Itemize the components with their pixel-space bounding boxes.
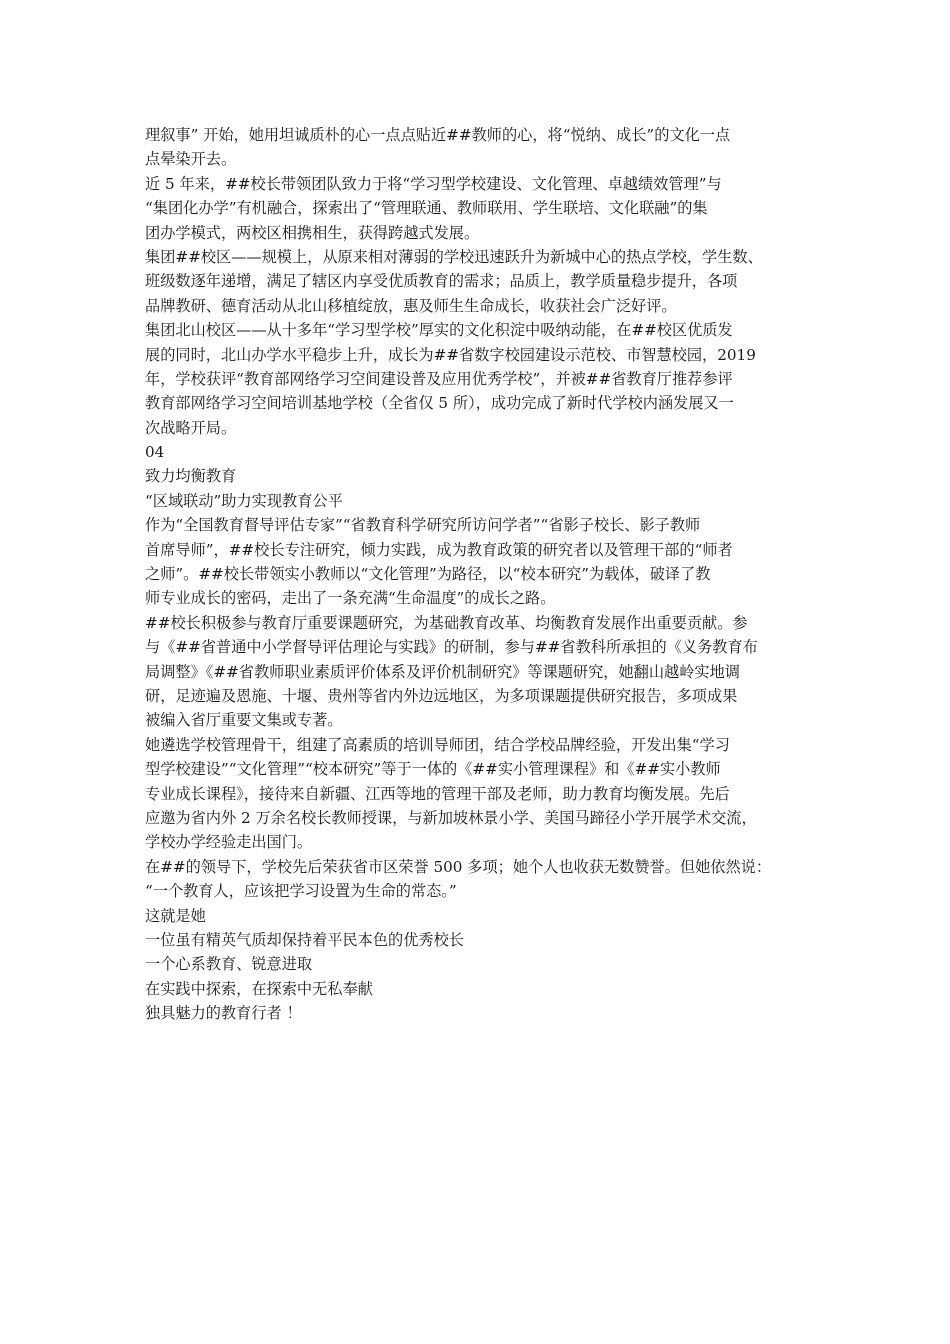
section-number: 04 <box>145 443 165 462</box>
text-line: 她遴选学校管理骨干，组建了高素质的培训导师团，结合学校品牌经验，开发出集“学习 <box>145 735 730 754</box>
text-line: 作为“全国教育督导评估专家”“省教育科学研究所访问学者”“省影子校长、影子教师 <box>145 516 701 535</box>
closing-line: 在实践中探索，在探索中无私奉献 <box>145 979 373 998</box>
text-line: 品牌教研、德育活动从北山移植绽放，惠及师生生命成长，收获社会广泛好评。 <box>145 296 677 315</box>
text-line: 学校办学经验走出国门。 <box>145 833 313 852</box>
text-line: 点晕染开去。 <box>145 150 237 169</box>
text-line: 研，足迹遍及恩施、十堰、贵州等省内外边远地区，为多项课题提供研究报告，多项成果 <box>145 686 738 705</box>
text-line: 型学校建设”“文化管理”“校本研究”等于一体的《##实小管理课程》和《##实小教师 <box>145 760 721 779</box>
text-line: 应邀为省内外 2 万余名校长教师授课，与新加坡林景小学、美国马蹄径小学开展学术交流， <box>145 808 757 827</box>
section-subtitle: “区域联动”助力实现教育公平 <box>145 491 343 510</box>
text-line: 年，学校获评“教育部网络学习空间建设普及应用优秀学校”，并被##省教育厅推荐参评 <box>145 369 733 388</box>
text-line: 局调整》《##省教师职业素质评价体系及评价机制研究》等课题研究，她翻山越岭实地调 <box>145 662 740 681</box>
text-line: 被编入省厅重要文集或专著。 <box>145 711 343 730</box>
text-line: 班级数逐年递增，满足了辖区内享受优质教育的需求；品质上，教学质量稳步提升，各项 <box>145 272 738 291</box>
text-line: 理叙事” 开始，她用坦诚质朴的心一点点贴近##教师的心，将“悦纳、成长”的文化一点 <box>145 126 731 144</box>
text-line: 近 5 年来，##校长带领团队致力于将“学习型学校建设、文化管理、卓越绩效管理”与 <box>145 174 722 193</box>
text-line: “集团化办学”有机融合，探索出了“管理联通、教师联用、学生联培、文化联融”的集 <box>145 199 708 218</box>
text-line: 团办学模式，两校区相携相生，获得跨越式发展。 <box>145 223 480 242</box>
text-line: ##校长积极参与教育厅重要课题研究，为基础教育改革、均衡教育发展作出重要贡献。参 <box>145 613 748 632</box>
text-line: 教育部网络学习空间培训基地学校（全省仅 5 所），成功完成了新时代学校内涵发展又一 <box>145 394 734 413</box>
closing-line: 一个心系教育、锐意进取 <box>145 955 313 974</box>
text-line: 集团北山校区——从十多年“学习型学校”厚实的文化积淀中吸纳动能，在##校区优质发 <box>145 321 733 340</box>
text-line: “一个教育人，应该把学习设置为生命的常态。” <box>145 882 457 901</box>
text-line: 集团##校区——规模上，从原来相对薄弱的学校迅速跃升为新城中心的热点学校，学生数、 <box>145 247 763 266</box>
text-line: 次战略开局。 <box>145 418 237 437</box>
text-line: 专业成长课程》，接待来自新疆、江西等地的管理干部及老师，助力教育均衡发展。先后 <box>145 784 730 803</box>
text-line: 师专业成长的密码，走出了一条充满“生命温度”的成长之路。 <box>145 589 556 608</box>
text-line: 之师”。##校长带领实小教师以“文化管理”为路径，以“校本研究”为载体，破译了教 <box>145 565 711 584</box>
document-body <box>145 123 825 1025</box>
closing-line: 这就是她 <box>145 906 206 925</box>
text-line: 首席导师”，##校长专注研究，倾力实践，成为教育政策的研究者以及管理干部的“师者 <box>145 540 733 559</box>
text-line: 在##的领导下，学校先后荣获省市区荣誉 500 多项；她个人也收获无数赞誉。但她依然说： <box>145 857 772 876</box>
text-line: 展的同时，北山办学水平稳步上升，成长为##省数字校园建设示范校、市智慧校园，2019 <box>145 345 756 364</box>
closing-line: 一位虽有精英气质却保持着平民本色的优秀校长 <box>145 930 464 949</box>
section-title: 致力均衡教育 <box>145 467 237 486</box>
closing-line: 独具魅力的教育行者 ！ <box>145 1004 302 1023</box>
text-line: 与《##省普通中小学督导评估理论与实践》的研制，参与##省教科所承担的《义务教育布 <box>145 638 758 657</box>
